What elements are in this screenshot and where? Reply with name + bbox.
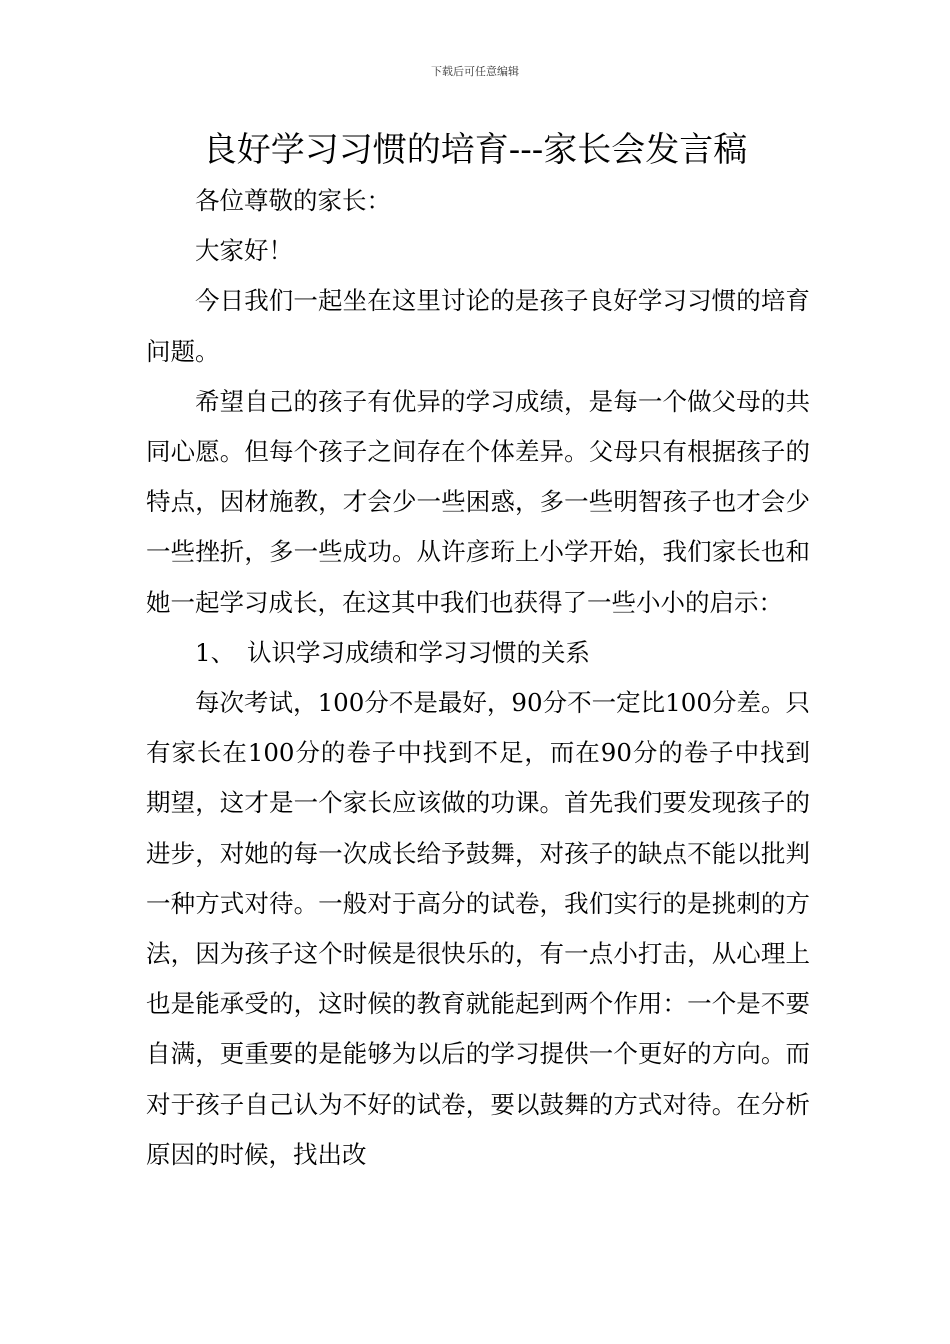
section-heading-1: [146, 628, 810, 678]
section-number: 1、: [195, 637, 236, 667]
document-title: 良好学习习惯的培育---家长会发言稿: [202, 130, 748, 170]
greeting: 各位尊敬的家长：: [195, 186, 391, 215]
paragraph-wish: 希望自己的孩子有优异的学习成绩，是每一个做父母的共同心愿。但每个孩子之间存在个体差异。父母只有根据孩子的特点，因材施教，才会少一些困惑，多一些明智孩子也才会少一些挫折，多一些成功。从许彦珩上小学开始，我们家长也和她一起学习成长，在这其中我们也获得了一些小小的启示：: [146, 386, 810, 617]
header-note: 下载后可任意编辑: [431, 65, 519, 78]
document-body: [146, 176, 810, 1180]
hello: 大家好！: [195, 236, 293, 266]
section-heading-text: 认识学习成绩和学习习惯的关系: [247, 637, 590, 667]
paragraph-intro: 今日我们一起坐在这里讨论的是孩子良好学习习惯的培育问题。: [146, 286, 810, 366]
paragraph-exam: 每次考试，100分不是最好，90分不一定比100分差。只有家长在100分的卷子中找到不足，而在90分的卷子中找到期望，这才是一个家长应该做的功课。首先我们要发现孩子的进步，对她的每一次成长给予鼓舞，对孩子的缺点不能以批判一种方式对待。一般对于高分的试卷，我们实行的是挑刺的方法，因为孩子这个时候是很快乐的，有一点小打击，从心理上也是能承受的，这时候的教育就能起到两个作用：一个是不要自满，更重要的是能够为以后的学习提供一个更好的方向。而对于孩子自己认为不好的试卷，要以鼓舞的方式对待。在分析原因的时候，找出改: [146, 688, 810, 1169]
